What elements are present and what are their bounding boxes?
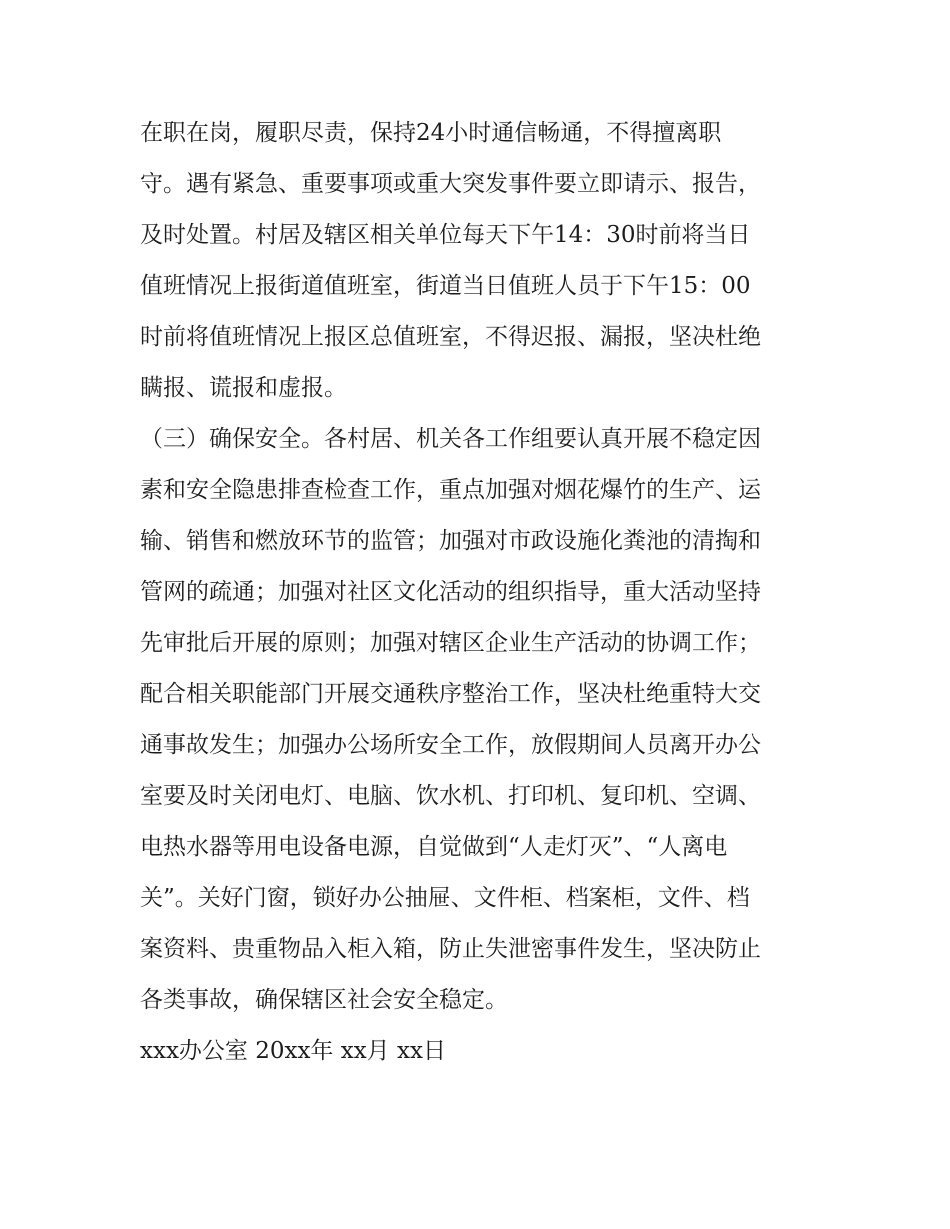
text-line-16: 关”。关好门窗，锁好办公抽屉、文件柜、档案柜，文件、档 <box>140 885 750 911</box>
text-line-2: 守。遇有紧急、重要事项或重大突发事件要立即请示、报告， <box>140 171 761 197</box>
text-line-17: 案资料、贵重物品入柜入箱，防止失泄密事件发生，坚决防止 <box>140 936 761 962</box>
text-line-4: 值班情况上报街道值班室，街道当日值班人员于下午15：00 <box>140 273 751 299</box>
text-line-11: 先审批后开展的原则；加强对辖区企业生产活动的协调工作； <box>140 630 761 656</box>
text-line-14: 室要及时关闭电灯、电脑、饮水机、打印机、复印机、空调、 <box>140 783 761 809</box>
text-line-10: 管网的疏通；加强对社区文化活动的组织指导，重大活动坚持 <box>140 579 761 605</box>
text-line-15: 电热水器等用电设备电源，自觉做到“人走灯灭”、“人离电 <box>140 834 728 860</box>
text-line-12: 配合相关职能部门开展交通秩序整治工作，坚决杜绝重特大交 <box>140 681 761 707</box>
text-line-13: 通事故发生；加强办公场所安全工作，放假期间人员离开办公 <box>140 732 761 758</box>
text-line-6: 瞒报、谎报和虚报。 <box>140 375 347 401</box>
text-line-9: 输、销售和燃放环节的监管；加强对市政设施化粪池的清掏和 <box>140 528 761 554</box>
text-line-5: 时前将值班情况上报区总值班室，不得迟报、漏报，坚决杜绝 <box>140 324 761 350</box>
text-line-8: 素和安全隐患排查检查工作，重点加强对烟花爆竹的生产、运 <box>140 477 761 503</box>
signature-date-line: xxx办公室 20xx年 xx月 xx日 <box>140 1038 446 1064</box>
text-line-1: 在职在岗，履职尽责，保持24小时通信畅通，不得擅离职 <box>140 120 722 146</box>
document-body <box>140 108 820 1077</box>
text-line-3: 及时处置。村居及辖区相关单位每天下午14：30时前将当日 <box>140 222 751 248</box>
text-line-18: 各类事故，确保辖区社会安全稳定。 <box>140 987 508 1013</box>
section-heading-line: （三）确保安全。各村居、机关各工作组要认真开展不稳定因 <box>140 426 761 452</box>
